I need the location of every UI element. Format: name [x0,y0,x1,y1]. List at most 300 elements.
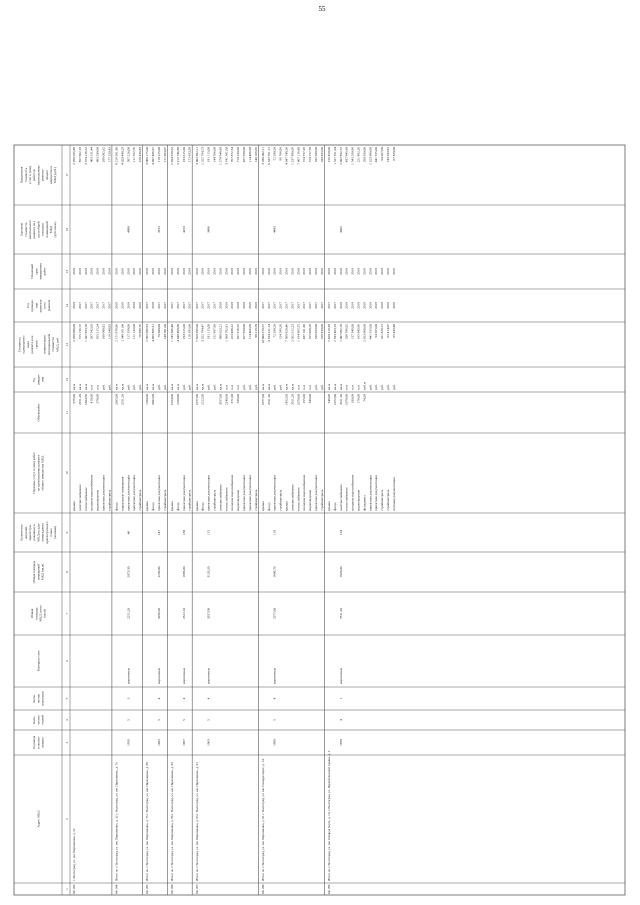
work-cost: 207 542,03 [89,324,94,340]
work-unit: п.м [236,385,241,390]
work-max-cost: 1 527 811,64 [332,147,337,165]
entry-entrances: 4 [181,697,186,700]
work-unit: руб. [162,384,167,390]
work-cost: 151 997,90 [212,324,217,340]
header-c14-text: ремонта [46,299,51,312]
work-unit: руб. [247,384,252,390]
work-cost: 1 500 782,81 [224,324,229,342]
work-year: 2018 [236,302,241,309]
entry-material: кирпичные [157,667,161,684]
header-c14-text: капиталь- [38,298,43,313]
work-max-cost: 724 757,26 [302,147,307,163]
work-type: теплоснабжение [296,487,301,511]
work-volume: 1100,00 [145,394,150,405]
work-unit: п.м [356,385,361,390]
work-max-cost: 118 225,08 [157,147,161,163]
work-year: 2018 [230,302,235,309]
work-type: электроснабжение [290,484,295,511]
entry-number: 64.169. [327,883,331,894]
work-deadline: 2018 [272,268,277,275]
work-unit: кв.м [260,383,265,390]
work-cost: 7 620 399,00 [194,324,199,342]
header-c7-text: Общая [30,608,35,619]
work-cost: 199 950,00 [319,324,324,340]
work-deadline: 2019 [386,268,390,275]
work-type: стройконтроль [386,489,390,511]
work-type: проектная документация [242,475,246,511]
work-cost: 427 650,00 [242,324,246,340]
work-type: холодное водоснабжение [89,474,94,511]
work-max-cost: 437 845,60 [344,147,349,163]
work-type: водоотведение [236,489,241,511]
entry-floors: 5 [126,719,131,721]
entry-number: 64.167. [194,883,199,894]
work-max-cost: 111 552,76 [132,147,137,163]
entry-area-rooms: 1826,00 [338,566,343,578]
work-year: 2018 [242,302,246,309]
work-year: 2017 [212,302,217,309]
work-max-cost: 143 583,95 [386,147,390,163]
work-unit: кв.м [72,383,76,390]
header-c3-text: Год ввода [32,735,37,750]
work-max-cost: 181 115,00 [206,147,211,163]
work-max-cost: 441 555,00 [374,147,379,163]
work-max-cost: 857 662,18 [77,147,82,163]
entry-unit-cost: 4888 [126,226,131,233]
work-type: крыша [327,501,331,511]
work-type: проектная документация [374,475,379,511]
header-c5-text: чество [36,693,41,704]
work-deadline: 2018 [218,268,223,275]
work-year: 2017 [284,302,289,309]
work-cost: 2 395 686,93 [145,324,150,342]
work-year: 2017 [266,302,271,309]
work-year: 2018 [338,302,343,309]
work-deadline: 2018 [230,268,235,275]
work-max-cost: 4 907 406,92 [151,147,156,165]
work-type: холодное водоснабжение [350,474,355,511]
work-year: 2017 [290,302,295,309]
work-cost: 183 015,00 [181,324,186,340]
work-max-cost: 5 212 746,80 [175,147,180,165]
column-number: 15 [64,269,69,274]
work-cost: 7 420 318,38 [327,324,331,342]
work-year: 2017 [260,302,265,309]
work-unit: руб. [278,384,283,390]
work-cost: 2 623 660,00 [362,324,367,342]
work-unit: п.м [224,385,229,390]
page-number: 55 [318,5,326,13]
work-deadline: 2018 [170,268,174,275]
work-cost: 116 395,00 [187,324,192,340]
work-cost: 72 280,50 [272,324,277,338]
work-deadline: 2018 [224,268,229,275]
entry-floors: 5 [157,719,161,721]
entry-material: кирпичные [338,667,343,684]
work-year: 2019 [386,302,390,309]
column-number: 4 [64,719,69,721]
work-unit: руб. [374,384,379,390]
work-type: стройконтроль [212,489,217,511]
header-c7-text: МКД, всего [38,605,43,622]
work-cost: 109 080,92 [101,324,106,340]
work-deadline: 2019 [114,268,119,275]
work-max-cost: 2 322 794,73 [200,147,205,165]
work-type: проектная документация [181,475,186,511]
work-cost: 4 905 866,51 [151,324,156,342]
work-cost: 4 640 468,80 [175,324,180,342]
work-cost: 336 769,62 [344,324,349,340]
work-max-cost: 397 226,00 [126,147,131,163]
entry-area-total: 3511,20 [338,608,343,619]
work-deadline: 2019 [253,268,258,275]
work-volume: 1024,00 [170,394,174,406]
work-year: 2018 [72,302,76,309]
work-deadline: 2018 [380,268,385,275]
header-c10-text: общего имущества МКД [40,455,45,491]
column-number: 9 [64,531,69,534]
work-volume: 176,00 [356,394,361,404]
work-deadline: 2018 [200,268,205,275]
work-year: 2018 [344,302,349,309]
header-c17-text: услуг и (или) [28,165,32,185]
work-type: фасад [151,502,156,511]
work-cost: 437 101,66 [302,324,307,340]
entry-entrances: 1 [338,697,343,700]
work-max-cost: 8 219 561,80 [114,147,119,165]
column-number: 10 [64,471,69,475]
entry-address: Итого по г. Волгоград, ул. им. Рихарда Зорге, д. 1А г. Волгоград, ул. Первой Конной Армии, д. 2 [327,750,331,881]
work-unit: кв.м [170,383,174,390]
work-year: 2017 [175,302,180,309]
work-cost: 255 990,28 [308,324,313,340]
work-type: холодное водоснабжение [302,474,307,511]
header-c14-text: проведе- [30,299,35,312]
work-unit: руб. [242,384,246,390]
header-c9-text: зарегистри- [28,524,32,541]
work-unit: кв.м [194,383,199,390]
work-max-cost: 767 872,54 [230,147,235,163]
work-volume: 548,00 [327,394,331,404]
work-deadline: 2018 [101,268,106,275]
header-c15-text: Плановый [30,264,35,279]
header-c16-text: Удельная [19,223,24,236]
work-deadline: 2018 [157,268,161,275]
header-c9-text: жителей, [23,526,28,539]
work-deadline: 2018 [187,268,192,275]
work-deadline: 2018 [83,268,88,275]
work-deadline: 2018 [314,268,318,275]
work-type: электроснабжение [338,484,343,511]
work-deadline: 2019 [151,268,156,275]
work-unit: руб. [187,384,192,390]
header-c4-text: чество [36,715,41,725]
entry-area-rooms: 2236,00 [157,566,161,578]
work-cost: 555 215,24 [95,324,100,340]
header-c12-text: ния [40,376,45,383]
work-unit: кв.м [327,383,331,390]
entry-number: 64.168. [260,883,265,894]
work-max-cost: 99 766,90 [278,147,283,161]
column-number: 2 [64,818,69,820]
work-max-cost: 172 653,39 [187,147,192,163]
work-type: проектная документация [247,475,252,511]
header-c10-text: Перечень услуг и (или) работ [32,452,37,494]
work-cost: 165 843,96 [356,324,361,340]
work-max-cost: 229 430,83 [138,147,143,163]
work-deadline: 2018 [175,268,180,275]
column-number: 3 [64,741,69,744]
column-number: 6 [64,660,69,662]
work-cost: 223 488,22 [230,324,235,340]
work-volume: 1804,50 [83,394,88,406]
entry-material: кирпичные [272,667,277,684]
work-year: 2019 [114,302,119,309]
work-cost: 65 439,40 [391,324,396,338]
entry-material: кирпичные [126,667,131,684]
header-c9-text: Количество [19,524,24,541]
work-volume: 340,00 [308,394,313,404]
entry-year: 1963 [206,739,211,746]
work-unit: руб. [181,384,186,390]
work-type: электроснабжение [218,484,223,511]
work-type: подвальные помещения [120,476,125,511]
work-year: 2019 [362,302,367,309]
work-unit: руб. [138,384,143,390]
work-year: 2017 [296,302,301,309]
header-c12-text: измере- [36,374,41,385]
work-deadline: 2018 [206,268,211,275]
header-c9-text: (человек) [53,525,58,540]
work-cost: 101 828,15 [380,324,385,340]
work-cost: 114 466,00 [247,324,252,340]
column-number: 17 [64,173,69,177]
entry-year: 1958 [338,739,343,746]
work-deadline: 2018 [302,268,307,275]
work-unit: кв.м [200,383,205,390]
work-unit: п.м [350,385,355,390]
entry-address: г. Волгоград, ул. им. Пархоменко, д. 32 [72,828,76,881]
work-max-cost: 159 450,00 [327,147,331,163]
work-year: 2018 [151,302,156,309]
work-cost: 1 745 306,40 [170,324,174,342]
work-deadline: 2018 [356,268,361,275]
header-c13-text: вида [25,341,30,348]
work-deadline: 2019 [138,268,143,275]
work-max-cost: 221 962,26 [356,147,361,163]
entry-address: Итого по г. Волгоград, ул. им. Пархоменко, д. 89 г. Волгоград, ул. им. Пархоменко, д. 93 [170,762,174,881]
work-deadline: 2018 [296,268,301,275]
work-type: крыша [72,501,76,511]
header-c12-text: Ед. [32,377,37,382]
entry-year: 1959 [126,739,131,746]
work-type: проектная документация [206,475,211,511]
header-c16-text: (руб./кв.м.) [53,221,58,238]
work-unit: кв.м [114,383,119,390]
work-max-cost: 463 311,44 [89,147,94,163]
header-c4-text: Коли- [32,715,37,725]
work-deadline: 2019 [120,268,125,275]
work-max-cost: 140 169,65 [253,147,258,163]
work-volume: 2305,00 [114,394,119,406]
work-max-cost: 114 466,00 [247,147,252,163]
entry-residents: 147 [157,529,161,536]
work-type: стройконтроль [138,489,143,511]
work-max-cost: 3 574 126,52 [83,147,88,165]
work-unit: кв.м [284,383,289,390]
entry-floors: 4 [338,719,343,721]
work-deadline: 2018 [278,268,283,275]
work-type: холодное водоснабжение [230,474,235,511]
work-unit: кв.м [175,383,180,390]
work-year: 2017 [194,302,199,309]
work-year: 2017 [187,302,192,309]
header-c7-text: (кв.м) [42,609,47,618]
entry-number: 64.166. [170,883,174,894]
work-cost: 181 115,00 [206,324,211,340]
entry-area-total: 3296,20 [157,607,161,620]
entry-address: Итого по г. Волгоград, ул. им. Пархоменко, д. 91 г. Волгоград, ул. им. Рихарда Зорге, д. 1А [260,758,265,881]
work-volume: 371,00 [230,394,235,404]
work-type: фасад [332,502,337,511]
work-volume: 74,30 [362,394,367,402]
entry-floors: 5 [272,719,277,721]
work-deadline: 2018 [338,268,343,275]
column-number: 5 [64,697,69,700]
work-cost: 4 534 221,14 [266,324,271,342]
work-type: фундамент [362,495,367,511]
work-cost: 2 533 463,18 [332,324,337,342]
work-deadline: 2018 [212,268,217,275]
work-type: проектная документация [157,475,161,511]
work-year: 2018 [350,302,355,309]
header-c9-text: МКД на дату [36,523,41,542]
work-cost: 7 569 820,46 [284,324,289,342]
entry-residents: 134 [338,529,343,536]
work-year: 2018 [356,302,361,309]
work-max-cost: 6 532 761,71 [266,147,271,165]
work-volume: 1077,00 [260,394,265,406]
work-unit: п.м [89,385,94,390]
work-year: 2019 [120,302,125,309]
work-unit: руб. [206,384,211,390]
work-year: 2017 [89,302,94,309]
work-cost: 154 599,39 [278,324,283,340]
work-year: 2017 [162,302,167,309]
work-unit: руб. [272,384,277,390]
work-deadline: 2019 [247,268,252,275]
work-volume: 2251,20 [120,394,125,406]
work-year: 2017 [200,302,205,309]
work-volume: 2251,20 [77,394,82,406]
header-c16-text: ремонта на 1 [32,220,37,239]
header-c17-text: капитальному [36,165,41,185]
work-unit: кв.м [332,383,337,390]
work-unit: руб. [368,384,373,390]
work-deadline: 2019 [391,268,396,275]
work-type: крыша [284,501,289,511]
work-deadline: 2018 [308,268,313,275]
header-c15-text: срок [34,268,39,275]
work-type: фасад [266,502,271,511]
work-unit: кв.м [83,383,88,390]
work-volume: 378,00 [95,394,100,404]
work-volume: 3511,20 [290,394,295,405]
work-unit: руб. [391,384,396,390]
work-year: 2018 [380,302,385,309]
column-number: 13 [64,342,69,347]
work-year: 2017 [206,302,211,309]
work-max-cost: 72 280,50 [272,147,277,161]
entry-area-total: 2577,00 [272,607,277,620]
work-year: 2019 [247,302,252,309]
work-cost: 3 322 794,47 [200,324,205,342]
work-type: фасад [200,502,205,511]
work-deadline: 2018 [344,268,349,275]
work-max-cost: 290 590,00 [362,147,367,163]
entry-residents: 110 [272,530,277,535]
work-max-cost: 171 983,07 [162,147,167,163]
work-cost: 65 414,67 [386,324,390,338]
entry-area-rooms: 1680,70 [272,566,277,578]
work-unit: руб. [314,384,318,390]
work-deadline: 2019 [126,268,131,275]
work-cost: 2 171 976,96 [114,324,119,342]
work-deadline: 2018 [260,268,265,275]
work-volume: 338,00 [236,394,241,404]
work-year: 2019 [391,302,396,309]
header-c9-text: утверждения [40,523,45,542]
work-cost: 441 555,00 [368,324,373,340]
work-volume: 2551,20 [266,394,271,406]
work-unit: руб. [319,384,324,390]
work-max-cost: 1 278 949,98 [218,147,223,165]
work-unit: кв.м [145,383,150,390]
header-c17-text: имущества в [49,166,53,184]
work-year: 2017 [83,302,88,309]
header-c14-text: ного [42,302,47,309]
header-c16-text: кв.м общей [36,221,41,238]
work-deadline: 2018 [194,268,199,275]
work-max-cost: 209 082,92 [101,147,106,163]
entry-unit-cost: 4483 [272,226,277,233]
rotated-table [14,145,625,895]
work-max-cost: 3 066 175,00 [145,147,150,165]
work-type: крыша [145,501,150,511]
entry-residents: 46 [126,530,131,535]
work-volume: 255,00 [302,394,307,404]
work-type: стройконтроль [107,489,112,511]
work-deadline: 2018 [350,268,355,275]
work-year: 2017 [77,302,82,309]
work-year: 2019 [374,302,379,309]
header-c16-text: МКД [49,225,53,234]
work-deadline: 2018 [107,268,112,275]
work-max-cost: 3 280 002,11 [260,147,265,165]
work-unit: п.м [302,385,307,390]
header-c14-text: Год [25,303,30,308]
work-unit: руб. [253,384,258,390]
work-deadline: 2018 [242,268,246,275]
work-max-cost: 4 047 748,56 [284,147,289,165]
work-unit: п.м [344,385,349,390]
header-c3-text: в эксплу- [36,736,41,749]
header-c17-text: МКД (руб.) [53,166,58,184]
work-year: 2019 [253,302,258,309]
header-c16-text: стоимость [23,222,28,237]
work-cost: 111 133,00 [132,324,137,340]
work-volume: 1070,00 [296,394,301,406]
